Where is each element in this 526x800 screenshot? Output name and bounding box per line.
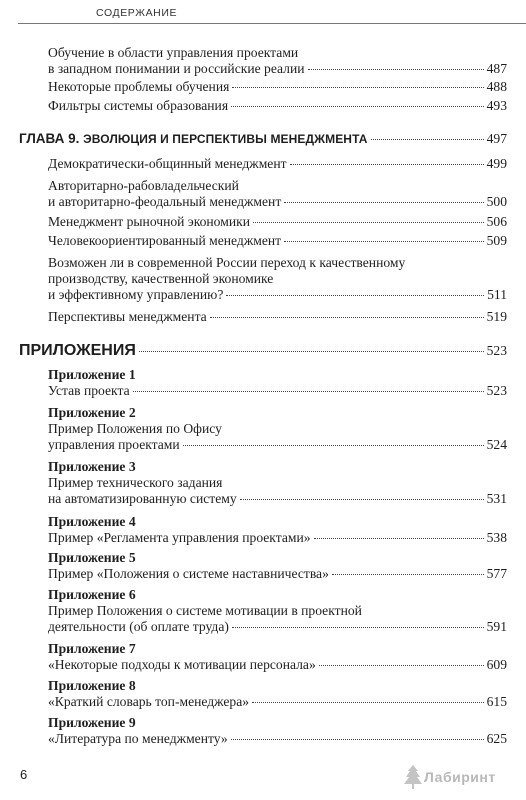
toc-page-number: 523 [486,343,507,358]
toc-entry-text: Авторитарно-рабовладельческий [48,178,239,193]
toc-page-number: 523 [486,383,507,398]
toc-page-number: 506 [486,214,507,229]
toc-page-number: 493 [486,98,507,113]
toc-entry-text: деятельности (об оплате труда) [48,619,229,634]
toc-appendix-entry[interactable] [48,587,507,635]
toc-chapter-entry[interactable] [19,342,507,360]
toc-appendix-entry[interactable] [48,550,507,582]
toc-page-number: 591 [486,619,507,634]
toc-entry[interactable] [48,79,507,95]
toc-page-number: 488 [486,79,507,94]
toc-appendix-entry[interactable] [48,678,507,710]
leader-dots [253,222,484,223]
leader-dots [240,499,484,500]
toc-page-number: 519 [486,309,507,324]
toc-entry-text: Устав проекта [48,383,130,398]
toc-entry-text: Пример Положения по Офису [48,421,222,436]
leader-dots [231,739,484,740]
toc-entry-text: управления проектами [48,437,180,452]
running-head-rule [18,23,526,24]
toc-entry-text: и эффективному управлению? [48,287,224,302]
leader-dots [252,702,484,703]
labyrinth-logo-icon [402,763,424,791]
toc-entry-text: и авторитарно-феодальный менеджмент [48,194,282,209]
toc-page-number: 500 [486,194,507,209]
toc-entry-text: Пример «Положения о системе наставничества» [48,566,329,581]
chapter-prefix: ГЛАВА 9. [19,131,80,146]
toc-entry[interactable] [48,98,507,114]
appendix-label: Приложение 8 [48,678,136,693]
toc-entry[interactable] [48,309,507,325]
leader-dots [226,295,484,296]
toc-entry-text: Пример технического задания [48,475,223,490]
leader-dots [284,241,484,242]
toc-entry-text: Пример «Регламента управления проектами» [48,530,311,545]
toc-page-number: 625 [486,731,507,746]
toc-entry[interactable] [48,214,507,230]
leader-dots [210,317,484,318]
toc-entry-text: «Некоторые подходы к мотивации персонала» [48,657,316,672]
toc-entry-text: Фильтры системы образования [48,98,229,113]
toc-appendix-entry[interactable] [48,715,507,747]
toc-entry-text: Менеджмент рыночной экономики [48,214,250,229]
toc-page-number: 487 [486,61,507,76]
page-number: 6 [20,767,28,782]
appendix-label: Приложение 4 [48,514,136,529]
toc-page-number: 524 [486,437,507,452]
watermark [402,762,520,792]
toc-entry[interactable] [48,255,507,303]
toc-entry-text: Человекоориентированный менеджмент [48,233,282,248]
leader-dots [314,538,484,539]
appendix-label: Приложение 9 [48,715,136,730]
leader-dots [290,164,484,165]
toc-page-number: 499 [486,156,507,171]
toc-appendix-entry[interactable] [48,641,507,673]
chapter-title: ПРИЛОЖЕНИЯ [19,342,136,359]
leader-dots [232,87,483,88]
leader-dots [133,391,484,392]
toc-entry-text: «Литература по менеджменту» [48,731,228,746]
running-head [0,0,526,28]
toc-entry[interactable] [48,178,507,210]
toc-entry-text: Обучение в области управления проектами [48,45,299,60]
leader-dots [231,106,484,107]
toc-page-number: 615 [486,694,507,709]
toc-entry-text: в западном понимании и российские реалии [48,61,305,76]
appendix-label: Приложение 3 [48,459,136,474]
leader-dots [308,69,484,70]
toc-page-number: 577 [486,566,507,581]
toc-entry-text: Перспективы менеджмента [48,309,207,324]
leader-dots [319,665,484,666]
toc-entry-text: Пример Положения о системе мотивации в проектной [48,603,362,618]
toc-entry[interactable] [48,156,507,172]
toc-entry-text: Некоторые проблемы обучения [48,79,230,94]
leader-dots [371,139,484,140]
appendix-label: Приложение 2 [48,405,136,420]
leader-dots [183,445,484,446]
appendix-label: Приложение 7 [48,641,136,656]
leader-dots [232,627,484,628]
appendix-label: Приложение 6 [48,587,136,602]
toc-appendix-entry[interactable] [48,405,507,453]
toc-appendix-entry[interactable] [48,459,507,507]
toc-entry[interactable] [48,45,507,77]
toc-entry-text: на автоматизированную систему [48,491,237,506]
toc-entry-text: «Краткий словарь топ-менеджера» [48,694,250,709]
running-head-title: СОДЕРЖАНИЕ [96,7,178,19]
leader-dots [284,202,483,203]
chapter-title: ЭВОЛЮЦИЯ И ПЕРСПЕКТИВЫ МЕНЕДЖМЕНТА [83,132,368,146]
toc-appendix-entry[interactable] [48,514,507,546]
leader-dots [332,574,484,575]
toc-page-number: 497 [486,131,507,146]
toc-chapter-entry[interactable] [19,130,507,148]
toc-entry-text: Возможен ли в современной России переход к качественному [48,255,406,270]
leader-dots [139,351,484,352]
toc-entry-text: производству, качественной экономике [48,271,274,286]
toc-entry[interactable] [48,233,507,249]
watermark-text: Лабиринт [424,769,496,785]
appendix-label: Приложение 5 [48,550,136,565]
toc-page-number: 511 [487,287,507,302]
toc-page-number: 538 [486,530,507,545]
appendix-label: Приложение 1 [48,367,136,382]
toc-entry-text: Демократически-общинный менеджмент [48,156,287,171]
toc-page-number: 609 [486,657,507,672]
toc-appendix-entry[interactable] [48,367,507,399]
toc-page-number: 531 [486,491,507,506]
toc-page-number: 509 [486,233,507,248]
